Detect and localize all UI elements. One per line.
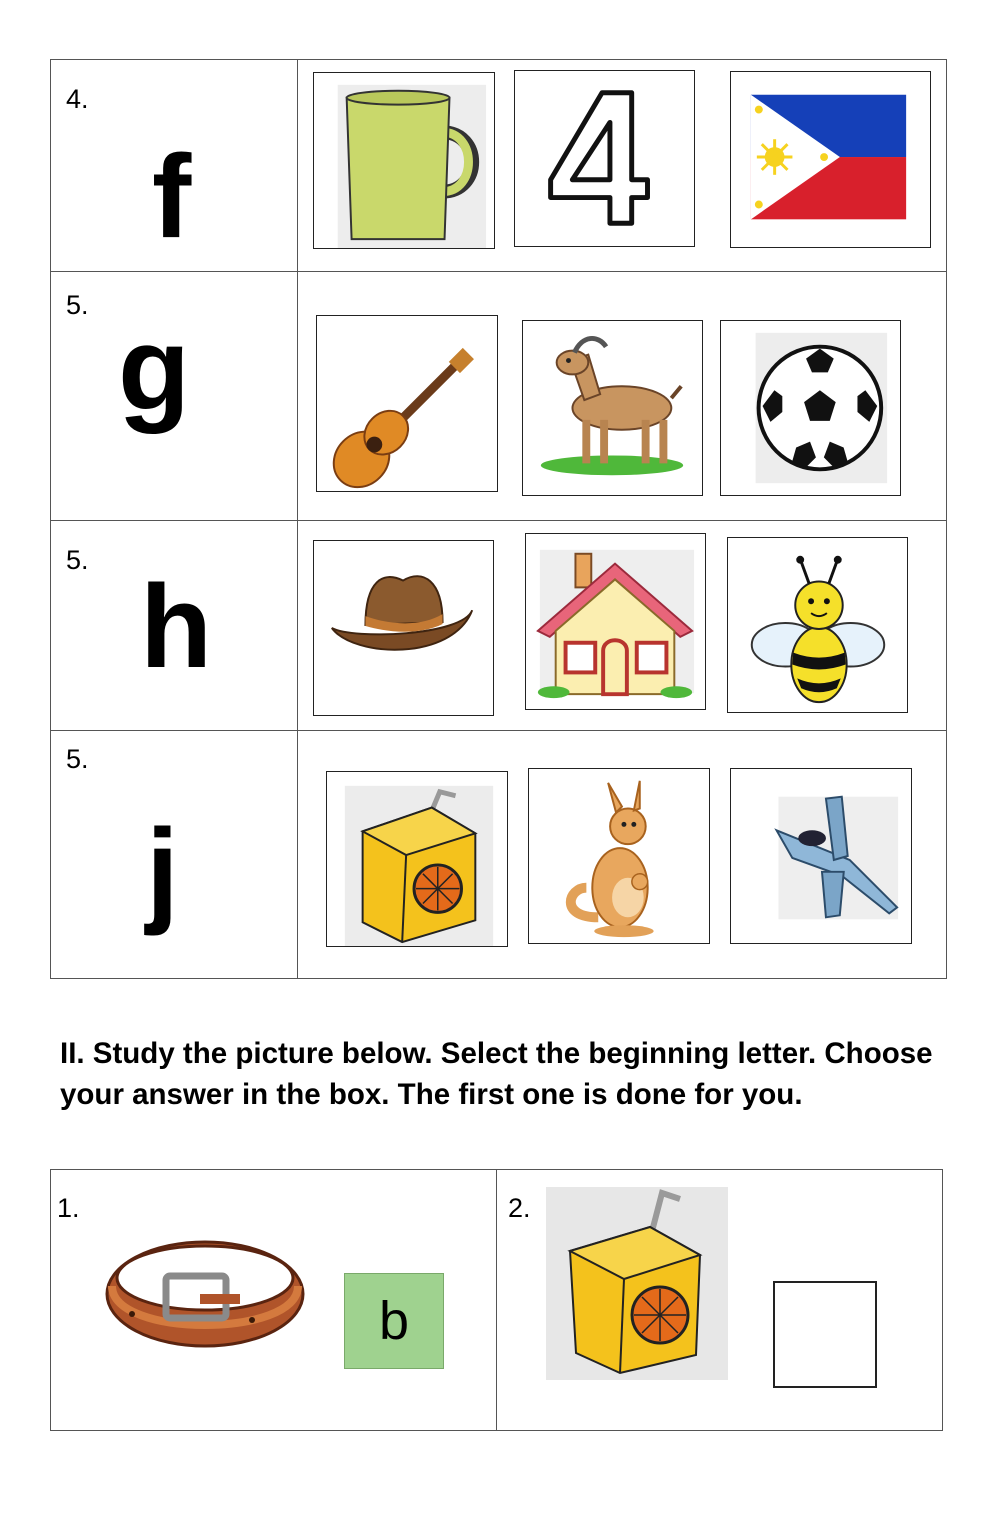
table-border-bottom xyxy=(50,978,947,979)
letter-h: h xyxy=(140,561,213,693)
answer-item-number: 2. xyxy=(508,1193,531,1223)
table-row-divider xyxy=(50,730,947,731)
letter-j: j xyxy=(146,805,179,937)
item-number: 5. xyxy=(66,744,89,774)
table-border-right xyxy=(946,59,947,979)
item-number: 4. xyxy=(66,84,89,114)
philippine-flag-icon[interactable] xyxy=(730,71,931,248)
mug-icon[interactable] xyxy=(313,72,495,249)
answer-table-border-left xyxy=(50,1169,51,1431)
soccer-ball-icon[interactable] xyxy=(720,320,901,496)
house-icon[interactable] xyxy=(525,533,706,710)
belt-icon xyxy=(102,1228,308,1360)
letter-g: g xyxy=(118,303,191,435)
kangaroo-icon[interactable] xyxy=(528,768,710,944)
cowboy-hat-icon[interactable] xyxy=(313,540,494,716)
item-number: 5. xyxy=(66,290,89,320)
answer-item-number: 1. xyxy=(57,1193,80,1223)
answer-box-empty[interactable] xyxy=(773,1281,877,1388)
table-column-divider xyxy=(297,59,298,979)
table-row-divider xyxy=(50,271,947,272)
table-row-divider xyxy=(50,520,947,521)
table-border-top xyxy=(50,59,947,60)
letter-f: f xyxy=(152,131,192,263)
goat-icon[interactable] xyxy=(522,320,703,496)
juice-box-icon xyxy=(546,1187,728,1380)
item-number: 5. xyxy=(66,545,89,575)
table-border-left xyxy=(50,59,51,979)
number-four-icon[interactable] xyxy=(514,70,695,247)
section-2-instruction: II. Study the picture below. Select the beginning letter. Choose your answer in the box. The first one is done for you. xyxy=(60,1037,933,1111)
answer-table-border-right xyxy=(942,1169,943,1431)
jet-icon[interactable] xyxy=(730,768,912,944)
guitar-icon[interactable] xyxy=(316,315,498,492)
answer-box-filled: b xyxy=(344,1273,444,1369)
juice-box-icon[interactable] xyxy=(326,771,508,947)
bee-icon[interactable] xyxy=(727,537,908,713)
answer-table-column-divider xyxy=(496,1169,497,1431)
